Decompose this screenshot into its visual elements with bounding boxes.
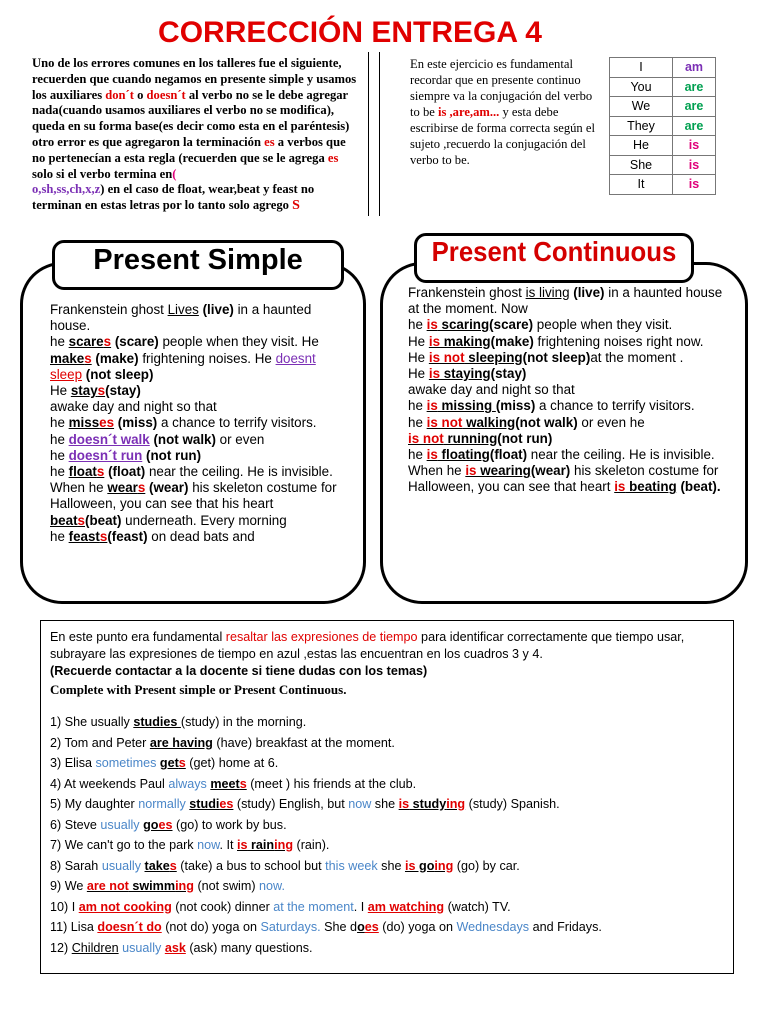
text: a chance to terrify visitors. bbox=[535, 398, 695, 414]
text-run bbox=[465, 463, 531, 478]
text: En este punto era fundamental bbox=[50, 630, 226, 644]
text-run: ing bbox=[434, 858, 454, 873]
text-run: s bbox=[239, 776, 247, 791]
text-run: 1) She usually bbox=[50, 715, 134, 729]
ending: s bbox=[99, 528, 108, 544]
text-run: (rain). bbox=[293, 838, 330, 852]
text-run bbox=[427, 447, 490, 462]
table-row bbox=[610, 136, 716, 156]
table-row bbox=[610, 155, 716, 175]
contact-note: (Recuerde contactar a la docente si tiene dudas con los temas) bbox=[50, 664, 428, 678]
text-run: (go) to work by bus. bbox=[172, 817, 287, 832]
text-run: (not do) yoga on bbox=[161, 920, 261, 934]
aux: is not bbox=[408, 430, 444, 446]
text-run: are having bbox=[149, 735, 213, 750]
text-run: usually bbox=[100, 817, 140, 832]
text-run: 9) We bbox=[50, 879, 87, 893]
text-run: is bbox=[237, 838, 248, 852]
verb-cell: am bbox=[673, 58, 716, 78]
text-run bbox=[399, 797, 466, 811]
intro-text: Uno de los errores comunes en los talleres fue el siguiente, recuerden que cuando negamos en presente simple y usamos los auxiliares bbox=[32, 56, 357, 102]
answer: doesn´t run bbox=[68, 447, 143, 463]
text: underneath. Every morning bbox=[121, 512, 287, 528]
verb-cell: are bbox=[673, 116, 716, 136]
intro-text: ) en el caso de float, wear,beat y feast no terminan en estas letras por lo tanto solo agrego bbox=[32, 182, 315, 213]
text: people when they visit. bbox=[533, 317, 673, 333]
answer: stay bbox=[70, 383, 98, 399]
text-run: es bbox=[364, 920, 379, 934]
intro-text: al verbo no se le debe agregar nada(cuando usamos auxiliares el verbo no se modifica), queda en su forma base(es decir como esta en el paréntesis) otro error es que agregaron la terminación bbox=[32, 87, 350, 149]
text-run: (ask) many questions. bbox=[185, 940, 313, 955]
hint: (not run) bbox=[497, 430, 553, 446]
hint: (float) bbox=[104, 464, 146, 480]
list-item bbox=[50, 774, 722, 795]
text-run: usually bbox=[101, 858, 142, 873]
text-run: is bbox=[398, 797, 410, 811]
aux: is bbox=[426, 398, 438, 414]
text-run: sometimes bbox=[95, 756, 157, 770]
text-run: (have) breakfast at the moment. bbox=[212, 735, 395, 750]
answer: feast bbox=[68, 528, 100, 544]
answer: miss bbox=[68, 415, 100, 431]
text: Frankenstein ghost bbox=[408, 285, 526, 300]
subject-cell: I bbox=[610, 58, 673, 78]
aux: is bbox=[426, 317, 438, 333]
table-row bbox=[610, 116, 716, 136]
table-row bbox=[610, 77, 716, 97]
aux: is bbox=[465, 463, 477, 479]
text: in a haunted house. bbox=[50, 302, 312, 334]
intro-text: a verbos que no pertenecían a esta regla (recuerden que se le agrega bbox=[32, 134, 346, 165]
ending: s bbox=[84, 350, 92, 366]
answer: doesn´t walk bbox=[68, 431, 150, 447]
text-run: ing bbox=[274, 838, 294, 852]
to-be-forms: is ,are,am... bbox=[437, 105, 500, 119]
text-run: now bbox=[348, 797, 372, 811]
answer: Lives bbox=[167, 302, 199, 317]
answer: doesnt bbox=[275, 350, 316, 366]
answer: running bbox=[443, 430, 498, 446]
text-run bbox=[69, 464, 105, 479]
text-run bbox=[143, 818, 172, 832]
text-run: at the moment bbox=[273, 899, 354, 914]
text-run bbox=[69, 529, 108, 544]
text-run bbox=[69, 334, 111, 349]
answer: missing bbox=[437, 398, 496, 414]
text-run: (go) by car. bbox=[453, 858, 520, 873]
text: he bbox=[408, 414, 427, 430]
text-run: 3) Elisa bbox=[50, 756, 96, 770]
text-run: meet bbox=[210, 776, 240, 791]
text: He bbox=[408, 333, 429, 349]
text: on dead bats and bbox=[147, 528, 255, 544]
text-run: (study) in the morning. bbox=[180, 715, 307, 729]
text: or even he bbox=[577, 414, 645, 430]
text-run: swimm bbox=[128, 879, 176, 893]
text-run: s bbox=[178, 756, 186, 770]
text-run: get bbox=[159, 756, 179, 770]
intro-es: es bbox=[327, 150, 339, 165]
subject-cell: We bbox=[610, 97, 673, 117]
table-row bbox=[610, 175, 716, 195]
answer: beat bbox=[50, 512, 78, 528]
intro-text: y esta debe escribirse de forma correcta según el sujeto ,recuerdo la conjugación del verbo to be. bbox=[410, 105, 595, 167]
divider-bar bbox=[368, 52, 380, 216]
text-run bbox=[50, 351, 92, 366]
intro-dont: don´t bbox=[105, 87, 134, 102]
text-run: 4) At weekends Paul bbox=[50, 776, 169, 791]
text-run: rain bbox=[247, 838, 275, 852]
list-item bbox=[50, 815, 722, 836]
list-item bbox=[50, 876, 722, 897]
exercise-heading: Complete with Present simple or Present Continuous. bbox=[50, 682, 347, 697]
answer: making bbox=[440, 333, 491, 349]
text: he bbox=[50, 415, 69, 431]
text-run bbox=[427, 317, 490, 332]
text-run: she bbox=[371, 797, 399, 811]
hint: (miss) bbox=[495, 398, 536, 414]
text: he bbox=[50, 447, 69, 463]
exercise-list bbox=[50, 712, 722, 958]
answer: sleep bbox=[50, 366, 83, 382]
exercise-instructions bbox=[50, 629, 722, 680]
answer: walking bbox=[462, 414, 516, 430]
subject-cell: He bbox=[610, 136, 673, 156]
text: he bbox=[50, 334, 69, 350]
to-be-conjugation-table bbox=[609, 57, 716, 195]
text-run: now. bbox=[259, 879, 285, 893]
text: a chance to terrify visitors. bbox=[157, 415, 317, 431]
answer: make bbox=[50, 350, 85, 366]
answer: is living bbox=[525, 285, 570, 300]
text-run: es bbox=[158, 817, 173, 832]
text: He bbox=[408, 366, 429, 382]
text: his skeleton costume for Halloween, you can see that heart bbox=[408, 463, 719, 495]
text-run bbox=[427, 415, 516, 430]
hint: (not run) bbox=[142, 447, 202, 463]
hint: (not sleep) bbox=[82, 366, 154, 382]
text-run bbox=[429, 350, 523, 365]
table-row bbox=[610, 97, 716, 117]
verb-cell: is bbox=[673, 175, 716, 195]
intro-text: solo si el verbo termina en bbox=[32, 166, 173, 181]
answer: scare bbox=[68, 334, 104, 350]
text-run: (get) home at 6. bbox=[185, 756, 279, 770]
text-run: study bbox=[409, 797, 447, 811]
text: or even bbox=[215, 431, 265, 447]
text-run: studi bbox=[189, 797, 220, 811]
text-run bbox=[50, 513, 85, 528]
hint: (beat) bbox=[85, 512, 122, 528]
aux: is bbox=[428, 333, 441, 349]
list-item bbox=[50, 856, 722, 877]
ending: es bbox=[99, 415, 115, 431]
hint: (feast) bbox=[107, 528, 148, 544]
text-run: . It bbox=[219, 838, 238, 852]
text-run: doesn´t do bbox=[97, 920, 162, 934]
intro-left-paragraph bbox=[32, 56, 360, 214]
text: his skeleton costume for Halloween, you can see that his heart bbox=[50, 480, 337, 512]
text-run: (not swim) bbox=[193, 879, 260, 893]
verb-cell: are bbox=[673, 77, 716, 97]
text-run: es bbox=[219, 797, 234, 811]
page-title: CORRECCIÓN ENTREGA 4 bbox=[158, 16, 542, 49]
text-run: 8) Sarah bbox=[50, 858, 102, 873]
text: he bbox=[50, 528, 69, 544]
text-run: ing bbox=[446, 797, 466, 811]
text-run: normally bbox=[138, 797, 186, 811]
verb-cell: is bbox=[673, 155, 716, 175]
list-item bbox=[50, 794, 722, 815]
answer: wearing bbox=[476, 463, 531, 479]
text-run: Children bbox=[71, 940, 119, 955]
hint: (beat). bbox=[676, 479, 721, 495]
intro-endings: o,sh,ss,ch,x,z bbox=[32, 182, 101, 197]
hint: (live) bbox=[198, 302, 234, 317]
text-run bbox=[427, 398, 496, 413]
text-run: Saturdays. bbox=[260, 920, 321, 934]
text-run: always bbox=[168, 776, 207, 791]
text-run: (watch) TV. bbox=[444, 899, 511, 914]
ending: s bbox=[77, 512, 85, 528]
text: awake day and night so that bbox=[50, 399, 217, 415]
intro-paren: ( bbox=[172, 166, 177, 181]
text: frightening noises right now. bbox=[533, 333, 704, 349]
present-continuous-text bbox=[408, 285, 728, 583]
aux: is bbox=[428, 366, 441, 382]
text-run bbox=[189, 797, 233, 811]
text-run: (take) a bus to school but bbox=[176, 858, 326, 873]
text-run: o bbox=[357, 920, 365, 934]
text-run bbox=[87, 879, 194, 893]
aux: is bbox=[426, 447, 438, 463]
text-run: (not cook) dinner bbox=[171, 899, 274, 914]
intro-s: S bbox=[292, 198, 300, 214]
text-run: and Fridays. bbox=[529, 920, 602, 934]
intro-right-paragraph bbox=[410, 56, 598, 168]
answer: staying bbox=[440, 366, 491, 382]
answer: sleeping bbox=[464, 349, 523, 365]
text-run: (study) Spanish. bbox=[465, 797, 560, 811]
list-item bbox=[50, 733, 722, 754]
answer: scaring bbox=[437, 317, 490, 333]
ending: s bbox=[97, 383, 106, 399]
hint: (make) bbox=[91, 350, 139, 366]
text-run: (study) English, but bbox=[233, 797, 349, 811]
table-row bbox=[610, 58, 716, 78]
text-run bbox=[107, 480, 145, 495]
list-item bbox=[50, 897, 722, 918]
text-run bbox=[69, 415, 114, 430]
text-run: go bbox=[415, 858, 435, 873]
text-run: take bbox=[144, 858, 170, 873]
text-run: am watching bbox=[367, 899, 445, 914]
text-run: am not cooking bbox=[78, 899, 172, 914]
present-simple-heading: Present Simple bbox=[93, 244, 303, 276]
answer: wear bbox=[107, 480, 138, 496]
text-run: 5) My daughter bbox=[50, 797, 139, 811]
hint: (live) bbox=[569, 285, 605, 300]
text: in a haunted house at the moment. Now bbox=[408, 285, 723, 317]
text-run: are not bbox=[86, 879, 129, 893]
answer: floating bbox=[437, 447, 490, 463]
text-run: 2) Tom and Peter bbox=[50, 735, 150, 750]
present-simple-text bbox=[50, 302, 342, 580]
verb-cell: is bbox=[673, 136, 716, 156]
text: at the moment . bbox=[590, 349, 684, 365]
text-run: this week bbox=[325, 858, 378, 873]
list-item bbox=[50, 712, 722, 733]
intro-text: En este ejercicio es fundamental recordar que en presente continuo siempre va la conjugación del verbo to be bbox=[410, 57, 593, 119]
hint: (stay) bbox=[105, 383, 141, 399]
list-item bbox=[50, 753, 722, 774]
highlight: resaltar las expresiones de tiempo bbox=[225, 630, 418, 644]
text-run bbox=[429, 334, 491, 349]
text: he bbox=[50, 464, 69, 480]
text-run: ing bbox=[175, 879, 194, 893]
text-run bbox=[160, 756, 186, 770]
text-run bbox=[614, 479, 677, 494]
text-run bbox=[210, 777, 246, 791]
text-run: (do) yoga on bbox=[378, 920, 457, 934]
text: He bbox=[50, 383, 71, 399]
hint: (wear) bbox=[145, 480, 189, 496]
subject-cell: You bbox=[610, 77, 673, 97]
text: para identificar correctamente que tiempo usar, subrayare las expresiones de tiempo en azul ,estas las encuentran en los cuadros 3 y 4. bbox=[50, 630, 685, 661]
text: Frankenstein ghost bbox=[50, 302, 168, 317]
text-run: 7) We can't go to the park bbox=[50, 838, 198, 852]
hint: (not walk) bbox=[149, 431, 216, 447]
text-run: Wednesdays bbox=[456, 920, 530, 934]
subject-cell: They bbox=[610, 116, 673, 136]
list-item bbox=[50, 917, 722, 938]
text-run: now bbox=[197, 838, 220, 852]
text: near the ceiling. He is invisible. When he bbox=[50, 464, 333, 496]
text: he bbox=[50, 431, 69, 447]
text: frightening noises. He bbox=[138, 350, 276, 366]
text: awake day and night so that bbox=[408, 382, 575, 398]
text-run: . I bbox=[353, 899, 368, 914]
text-run: is bbox=[404, 858, 416, 873]
text-run: usually bbox=[122, 940, 162, 955]
text: near the ceiling. He is invisible. When he bbox=[408, 447, 715, 479]
present-continuous-heading: Present Continuous bbox=[431, 236, 677, 267]
aux: is not bbox=[428, 349, 465, 365]
list-item bbox=[50, 835, 722, 856]
text: he bbox=[408, 447, 427, 463]
verb-cell: are bbox=[673, 97, 716, 117]
text-run bbox=[405, 859, 453, 873]
text: people when they visit. He bbox=[158, 334, 319, 350]
answer: beating bbox=[625, 479, 677, 495]
text-run: 6) Steve bbox=[50, 817, 101, 832]
text-run bbox=[71, 383, 105, 398]
text-run: 11) Lisa bbox=[50, 920, 98, 934]
text-run: studies bbox=[133, 715, 181, 729]
text: he bbox=[408, 398, 427, 414]
aux: is not bbox=[426, 414, 463, 430]
text-run: (meet ) his friends at the club. bbox=[246, 776, 417, 791]
list-item bbox=[50, 938, 722, 959]
ending: s bbox=[103, 334, 112, 350]
hint: (scare) bbox=[489, 317, 534, 333]
hint: (scare) bbox=[111, 334, 159, 350]
subject-cell: She bbox=[610, 155, 673, 175]
hint: (float) bbox=[489, 447, 528, 463]
text-run bbox=[408, 431, 497, 446]
text-run: ask bbox=[164, 940, 186, 955]
hint: (not sleep) bbox=[522, 349, 591, 365]
ending: s bbox=[96, 464, 105, 480]
intro-doesnt: doesn´t bbox=[146, 87, 186, 102]
text-run: She d bbox=[320, 920, 358, 934]
subject-cell: It bbox=[610, 175, 673, 195]
hint: (make) bbox=[490, 333, 534, 349]
aux: is bbox=[614, 479, 626, 495]
ending: s bbox=[137, 480, 146, 496]
text-run: s bbox=[169, 858, 177, 873]
answer: float bbox=[68, 464, 97, 480]
text-run: 12) bbox=[50, 940, 72, 955]
hint: (not walk) bbox=[515, 414, 578, 430]
hint: (miss) bbox=[114, 415, 158, 431]
hint: (wear) bbox=[530, 463, 571, 479]
text-run: she bbox=[377, 858, 405, 873]
text-run: 10) I bbox=[50, 899, 79, 914]
intro-es: es bbox=[264, 134, 275, 149]
text: He bbox=[408, 349, 429, 365]
text: he bbox=[408, 317, 427, 333]
text-run bbox=[429, 366, 491, 381]
text-run bbox=[145, 859, 177, 873]
text-run bbox=[237, 838, 293, 852]
intro-text: o bbox=[133, 87, 147, 102]
text-run: go bbox=[143, 817, 159, 832]
hint: (stay) bbox=[490, 366, 527, 382]
